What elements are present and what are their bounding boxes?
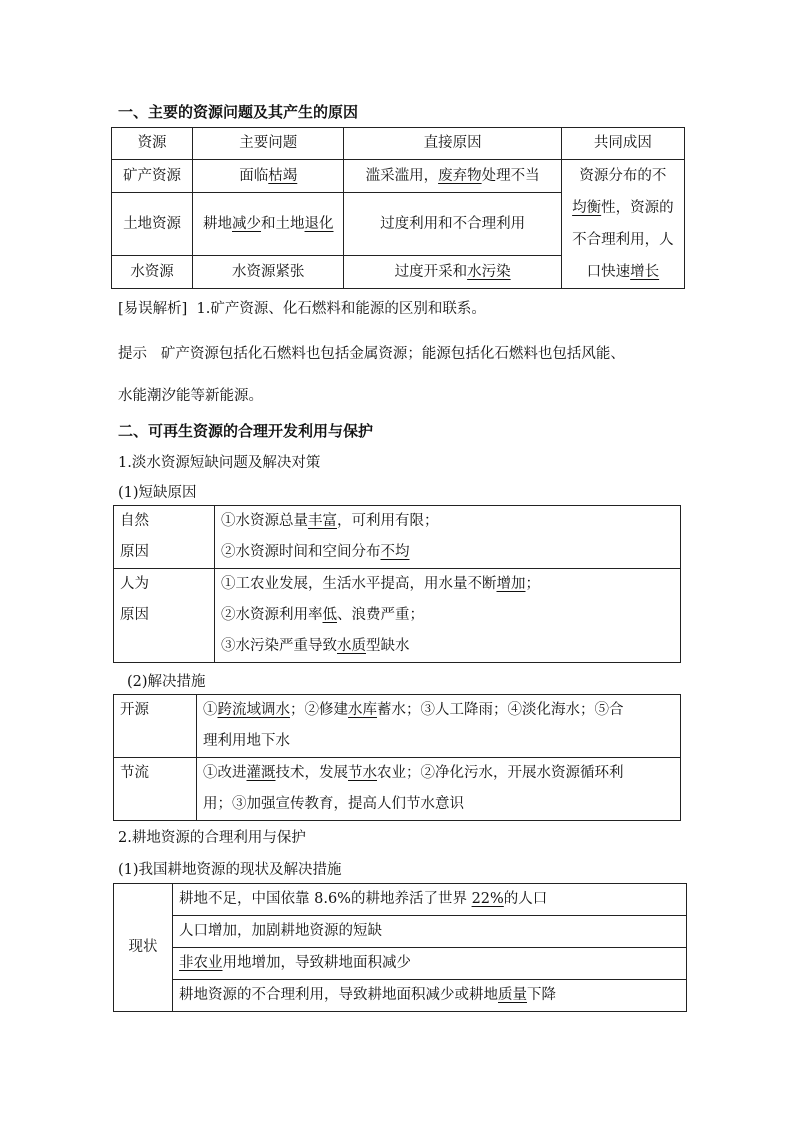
tip-answer-line1: 提示 矿产资源包括化石燃料也包括金属资源；能源包括化石燃料也包括风能、 xyxy=(118,346,625,362)
tip-label: [易误解析] xyxy=(118,301,188,317)
header-common: 共同成因 xyxy=(561,128,684,160)
human-cause-content: ①工农业发展，生活水平提高，用水量不断增加； ②水资源利用率低、浪费严重； ③水污染严重导致水质型缺水 xyxy=(215,569,681,663)
cause-cell: 过度开采和水污染 xyxy=(344,256,561,289)
header-resource: 资源 xyxy=(112,128,193,160)
tip-question: [易误解析] 1.矿产资源、化石燃料和能源的区别和联系。 xyxy=(118,301,486,317)
problem-cell: 面临枯竭 xyxy=(193,160,344,193)
natural-cause-content: ①水资源总量丰富，可利用有限； ②水资源时间和空间分布不均 xyxy=(215,506,681,569)
save-water-label: 节流 xyxy=(114,758,197,821)
status-item: 人口增加，加剧耕地资源的短缺 xyxy=(173,916,687,948)
problem-cell: 耕地减少和土地退化 xyxy=(193,193,344,256)
open-source-label: 开源 xyxy=(114,695,197,758)
header-cause: 直接原因 xyxy=(344,128,561,160)
status-item: 耕地不足，中国依靠 8.6%的耕地养活了世界 22%的人口 xyxy=(173,884,687,916)
save-water-content: ①改进灌溉技术，发展节水农业；②净化污水，开展水资源循环利 用；③加强宣传教育，提高人们节水意识 xyxy=(197,758,681,821)
table-row xyxy=(112,160,685,193)
natural-cause-label: 自然 原因 xyxy=(114,506,215,569)
table-row xyxy=(114,506,681,569)
subheading-farmland-status: (1)我国耕地资源的现状及解决措施 xyxy=(118,862,342,878)
resource-cell: 土地资源 xyxy=(112,193,193,256)
table-row xyxy=(114,916,687,948)
human-cause-label: 人为 原因 xyxy=(114,569,215,663)
cause-cell: 滥采滥用，废弃物处理不当 xyxy=(344,160,561,193)
subheading-measures: (2)解决措施 xyxy=(127,674,206,690)
status-item: 耕地资源的不合理利用，导致耕地面积减少或耕地质量下降 xyxy=(173,980,687,1012)
farmland-status-table xyxy=(113,883,687,1012)
open-source-content: ①跨流域调水；②修建水库蓄水；③人工降雨；④淡化海水；⑤合 理利用地下水 xyxy=(197,695,681,758)
problem-cell: 水资源紧张 xyxy=(193,256,344,289)
section1-heading: 一、主要的资源问题及其产生的原因 xyxy=(118,103,359,121)
subheading-shortage-causes: (1)短缺原因 xyxy=(118,485,197,501)
tip-answer-line2: 水能潮汐能等新能源。 xyxy=(118,388,263,404)
measures-table xyxy=(113,694,681,821)
tip-answer-label: 提示 xyxy=(118,346,147,362)
resource-problem-table xyxy=(111,127,685,289)
table-row xyxy=(114,758,681,821)
table-row xyxy=(114,569,681,663)
shortage-causes-table xyxy=(113,505,681,663)
table-row xyxy=(114,948,687,980)
table-row xyxy=(114,695,681,758)
status-label: 现状 xyxy=(114,884,173,1012)
common-cause-cell: 资源分布的不 均衡性，资源的 不合理利用，人 口快速增长 xyxy=(561,160,684,289)
section2-heading: 二、可再生资源的合理开发利用与保护 xyxy=(118,422,374,440)
table-header-row xyxy=(112,128,685,160)
header-problem: 主要问题 xyxy=(193,128,344,160)
table-row xyxy=(114,980,687,1012)
cause-cell: 过度利用和不合理利用 xyxy=(344,193,561,256)
table-row xyxy=(114,884,687,916)
subheading-farmland: 2.耕地资源的合理利用与保护 xyxy=(118,830,306,846)
subheading-freshwater: 1.淡水资源短缺问题及解决对策 xyxy=(118,455,321,471)
resource-cell: 矿产资源 xyxy=(112,160,193,193)
status-item: 非农业用地增加，导致耕地面积减少 xyxy=(173,948,687,980)
resource-cell: 水资源 xyxy=(112,256,193,289)
